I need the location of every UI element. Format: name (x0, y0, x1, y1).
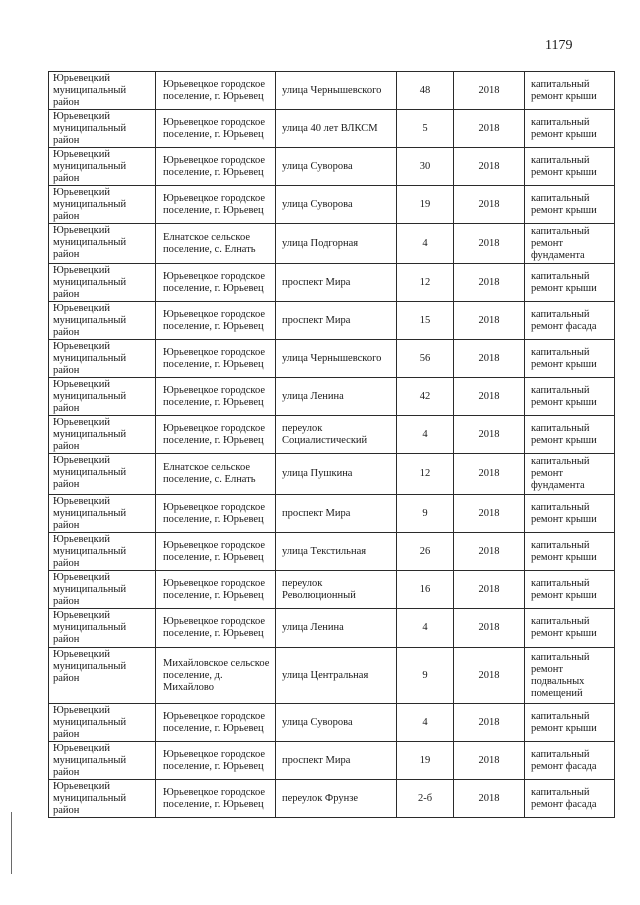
district-cell: Юрьевецкий муниципальный район (49, 454, 156, 495)
district-cell: Юрьевецкий муниципальный район (49, 224, 156, 264)
district-cell: Юрьевецкий муниципальный район (49, 609, 156, 648)
work-type-cell: капитальный ремонт фундамента (525, 454, 615, 495)
work-type-cell: капитальный ремонт крыши (525, 704, 615, 742)
district-cell: Юрьевецкий муниципальный район (49, 302, 156, 340)
house-number-cell: 2-б (397, 780, 454, 818)
street-cell: переулок Социалистический (276, 416, 397, 454)
table-row (49, 416, 615, 454)
work-type-cell: капитальный ремонт крыши (525, 495, 615, 533)
settlement-cell: Юрьевецкое городское поселение, г. Юрьевец (156, 533, 276, 571)
district-cell: Юрьевецкий муниципальный район (49, 648, 156, 704)
house-number-cell: 12 (397, 454, 454, 495)
table-row (49, 742, 615, 780)
district-cell: Юрьевецкий муниципальный район (49, 416, 156, 454)
year-cell: 2018 (454, 609, 525, 648)
district-cell: Юрьевецкий муниципальный район (49, 148, 156, 186)
work-type-cell: капитальный ремонт крыши (525, 416, 615, 454)
street-cell: улица 40 лет ВЛКСМ (276, 110, 397, 148)
house-number-cell: 4 (397, 224, 454, 264)
table-row (49, 340, 615, 378)
year-cell: 2018 (454, 264, 525, 302)
work-type-cell: капитальный ремонт крыши (525, 609, 615, 648)
house-number-cell: 19 (397, 742, 454, 780)
year-cell: 2018 (454, 533, 525, 571)
house-number-cell: 42 (397, 378, 454, 416)
settlement-cell: Юрьевецкое городское поселение, г. Юрьевец (156, 186, 276, 224)
table-row (49, 378, 615, 416)
work-type-cell: капитальный ремонт подвальных помещений (525, 648, 615, 704)
scan-margin-line (11, 812, 12, 874)
table-row (49, 533, 615, 571)
year-cell: 2018 (454, 742, 525, 780)
street-cell: улица Подгорная (276, 224, 397, 264)
work-type-cell: капитальный ремонт крыши (525, 72, 615, 110)
table-row (49, 648, 615, 704)
house-number-cell: 4 (397, 416, 454, 454)
work-type-cell: капитальный ремонт крыши (525, 148, 615, 186)
table-row (49, 780, 615, 818)
work-type-cell: капитальный ремонт крыши (525, 533, 615, 571)
street-cell: переулок Фрунзе (276, 780, 397, 818)
street-cell: улица Чернышевского (276, 340, 397, 378)
street-cell: улица Ленина (276, 609, 397, 648)
district-cell: Юрьевецкий муниципальный район (49, 264, 156, 302)
table-row (49, 495, 615, 533)
district-cell: Юрьевецкий муниципальный район (49, 495, 156, 533)
table-row (49, 704, 615, 742)
work-type-cell: капитальный ремонт фасада (525, 742, 615, 780)
work-type-cell: капитальный ремонт крыши (525, 264, 615, 302)
district-cell: Юрьевецкий муниципальный район (49, 533, 156, 571)
table-row (49, 72, 615, 110)
settlement-cell: Юрьевецкое городское поселение, г. Юрьевец (156, 780, 276, 818)
house-number-cell: 15 (397, 302, 454, 340)
house-number-cell: 5 (397, 110, 454, 148)
repair-schedule-table (48, 71, 615, 818)
settlement-cell: Юрьевецкое городское поселение, г. Юрьевец (156, 378, 276, 416)
street-cell: проспект Мира (276, 495, 397, 533)
table-row (49, 110, 615, 148)
house-number-cell: 4 (397, 609, 454, 648)
settlement-cell: Юрьевецкое городское поселение, г. Юрьевец (156, 110, 276, 148)
house-number-cell: 16 (397, 571, 454, 609)
house-number-cell: 9 (397, 495, 454, 533)
year-cell: 2018 (454, 495, 525, 533)
work-type-cell: капитальный ремонт крыши (525, 186, 615, 224)
street-cell: проспект Мира (276, 302, 397, 340)
table-row (49, 571, 615, 609)
year-cell: 2018 (454, 571, 525, 609)
year-cell: 2018 (454, 416, 525, 454)
settlement-cell: Юрьевецкое городское поселение, г. Юрьевец (156, 72, 276, 110)
district-cell: Юрьевецкий муниципальный район (49, 780, 156, 818)
settlement-cell: Юрьевецкое городское поселение, г. Юрьевец (156, 704, 276, 742)
house-number-cell: 12 (397, 264, 454, 302)
street-cell: переулок Революционный (276, 571, 397, 609)
district-cell: Юрьевецкий муниципальный район (49, 72, 156, 110)
house-number-cell: 48 (397, 72, 454, 110)
street-cell: улица Суворова (276, 148, 397, 186)
year-cell: 2018 (454, 302, 525, 340)
year-cell: 2018 (454, 148, 525, 186)
district-cell: Юрьевецкий муниципальный район (49, 186, 156, 224)
district-cell: Юрьевецкий муниципальный район (49, 378, 156, 416)
settlement-cell: Юрьевецкое городское поселение, г. Юрьевец (156, 340, 276, 378)
year-cell: 2018 (454, 340, 525, 378)
settlement-cell: Юрьевецкое городское поселение, г. Юрьевец (156, 148, 276, 186)
settlement-cell: Михайловское сельское поселение, д. Михайлово (156, 648, 276, 704)
house-number-cell: 26 (397, 533, 454, 571)
district-cell: Юрьевецкий муниципальный район (49, 110, 156, 148)
settlement-cell: Юрьевецкое городское поселение, г. Юрьевец (156, 302, 276, 340)
house-number-cell: 4 (397, 704, 454, 742)
district-cell: Юрьевецкий муниципальный район (49, 340, 156, 378)
year-cell: 2018 (454, 110, 525, 148)
street-cell: проспект Мира (276, 264, 397, 302)
table-row (49, 264, 615, 302)
year-cell: 2018 (454, 648, 525, 704)
table-row (49, 186, 615, 224)
house-number-cell: 56 (397, 340, 454, 378)
settlement-cell: Юрьевецкое городское поселение, г. Юрьевец (156, 495, 276, 533)
district-cell: Юрьевецкий муниципальный район (49, 571, 156, 609)
year-cell: 2018 (454, 780, 525, 818)
table-row (49, 302, 615, 340)
table-row (49, 454, 615, 495)
settlement-cell: Елнатское сельское поселение, с. Елнать (156, 224, 276, 264)
house-number-cell: 9 (397, 648, 454, 704)
house-number-cell: 19 (397, 186, 454, 224)
work-type-cell: капитальный ремонт крыши (525, 110, 615, 148)
district-cell: Юрьевецкий муниципальный район (49, 742, 156, 780)
street-cell: улица Суворова (276, 704, 397, 742)
house-number-cell: 30 (397, 148, 454, 186)
work-type-cell: капитальный ремонт фундамента (525, 224, 615, 264)
work-type-cell: капитальный ремонт фасада (525, 302, 615, 340)
street-cell: улица Текстильная (276, 533, 397, 571)
settlement-cell: Юрьевецкое городское поселение, г. Юрьевец (156, 742, 276, 780)
table-row (49, 148, 615, 186)
settlement-cell: Юрьевецкое городское поселение, г. Юрьевец (156, 571, 276, 609)
year-cell: 2018 (454, 378, 525, 416)
street-cell: улица Пушкина (276, 454, 397, 495)
settlement-cell: Юрьевецкое городское поселение, г. Юрьевец (156, 264, 276, 302)
street-cell: улица Суворова (276, 186, 397, 224)
settlement-cell: Юрьевецкое городское поселение, г. Юрьевец (156, 609, 276, 648)
street-cell: улица Чернышевского (276, 72, 397, 110)
table-row (49, 609, 615, 648)
year-cell: 2018 (454, 454, 525, 495)
district-cell: Юрьевецкий муниципальный район (49, 704, 156, 742)
street-cell: улица Ленина (276, 378, 397, 416)
street-cell: улица Центральная (276, 648, 397, 704)
work-type-cell: капитальный ремонт фасада (525, 780, 615, 818)
settlement-cell: Юрьевецкое городское поселение, г. Юрьевец (156, 416, 276, 454)
year-cell: 2018 (454, 704, 525, 742)
table-row (49, 224, 615, 264)
page-number: 1179 (545, 38, 573, 53)
work-type-cell: капитальный ремонт крыши (525, 378, 615, 416)
street-cell: проспект Мира (276, 742, 397, 780)
work-type-cell: капитальный ремонт крыши (525, 340, 615, 378)
work-type-cell: капитальный ремонт крыши (525, 571, 615, 609)
settlement-cell: Елнатское сельское поселение, с. Елнать (156, 454, 276, 495)
year-cell: 2018 (454, 224, 525, 264)
year-cell: 2018 (454, 72, 525, 110)
year-cell: 2018 (454, 186, 525, 224)
